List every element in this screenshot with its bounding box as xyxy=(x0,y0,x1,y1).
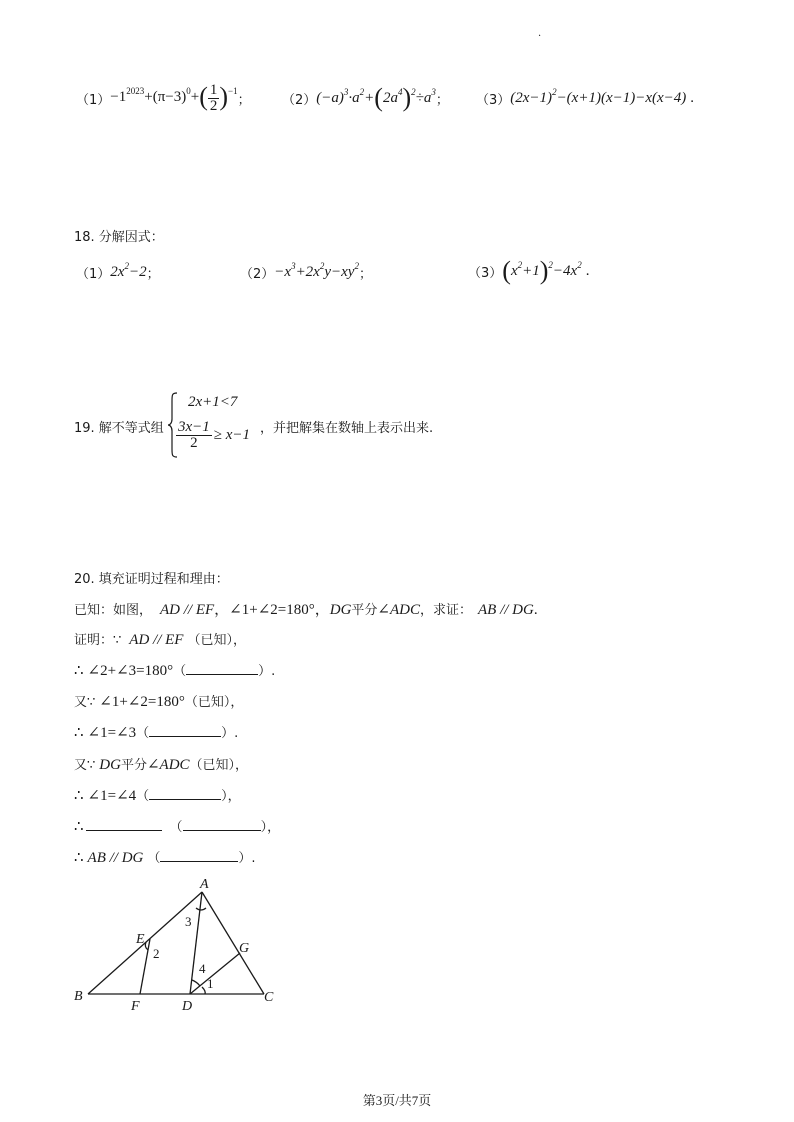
q19-prefix: 19. 解不等式组 xyxy=(74,421,164,436)
q18-part3: （3） $(x^2+1)^2-4x^2$ . xyxy=(468,256,590,285)
segment-ef xyxy=(140,939,150,994)
top-mark: . xyxy=(538,28,542,39)
label-angle-4: 4 xyxy=(199,961,206,976)
proof-line-5: 又∵ DG 平分 ∠ADC （已知）， xyxy=(74,757,249,773)
proof-blank-5[interactable] xyxy=(183,818,261,831)
label-a: A xyxy=(200,877,209,892)
label-c: C xyxy=(264,990,274,1005)
q18-part2: （2） $-x^3+2x^2y-xy^2$ ； xyxy=(240,260,372,282)
q18-part1: （1） $2x^2-2$ ； xyxy=(76,260,160,282)
proof-blank-4[interactable] xyxy=(86,818,162,831)
segment-ad xyxy=(190,892,202,994)
angle-1-arc xyxy=(202,987,205,994)
proof-blank-1[interactable] xyxy=(186,662,258,675)
label-f: F xyxy=(131,999,140,1014)
q19-inequality-1: 2x+1<7 xyxy=(188,394,238,410)
proof-line-3: 又∵ ∠1+∠2=180° （已知）， xyxy=(74,694,244,710)
label-b: B xyxy=(74,989,83,1004)
proof-blank-3[interactable] xyxy=(149,787,221,800)
label-angle-3: 3 xyxy=(185,914,192,929)
proof-line-7: ∴ （ ）， xyxy=(74,819,281,835)
proof-blank-6[interactable] xyxy=(160,849,238,862)
proof-line-8: ∴ AB // DG （ ）. xyxy=(74,850,256,866)
q20-given: 已知：如图， AD // EF ，∠1+∠2=180°， DG 平分 ∠ADC ，求证： AB // DG . xyxy=(74,602,538,618)
q17-p3-expr: $(2x-1)^2-(x+1)(x-1)-x(x-4)$ xyxy=(510,86,687,106)
proof-line-2: ∴ ∠2+∠3=180° （ ）. xyxy=(74,663,276,679)
q17-p2-expr: $(-a)^3\cdot a^2+(2a^4)^2\div a^3$ xyxy=(316,83,436,112)
q17-p1-expr: $-1^{2023}+(\pi-3)^0+$( $\frac{1}{2}$ )$^{-1}$ xyxy=(110,81,238,114)
label-angle-2: 2 xyxy=(153,946,160,961)
q20-title: 20. 填充证明过程和理由： xyxy=(74,572,229,587)
proof-line-1: 证明：∵ AD // EF （已知）， xyxy=(74,632,246,648)
proof-line-4: ∴ ∠1=∠3 （ ）. xyxy=(74,725,239,741)
label-g: G xyxy=(239,941,250,956)
triangle-figure xyxy=(60,870,300,1020)
label-d: D xyxy=(182,999,193,1014)
label-angle-1: 1 xyxy=(207,976,214,991)
segment-dg xyxy=(190,953,240,994)
angle-4-arc xyxy=(192,980,200,986)
proof-blank-2[interactable] xyxy=(149,724,221,737)
q17-part1: （1） $-1^{2023}+(\pi-3)^0+$( $\frac{1}{2}$ )$^{-1}$ ； xyxy=(76,81,251,114)
q17-part3: （3） $(2x-1)^2-(x+1)(x-1)-x(x-4)$ . xyxy=(476,86,695,108)
q18-title: 18. 分解因式： xyxy=(74,230,164,245)
proof-line-6: ∴ ∠1=∠4 （ ）， xyxy=(74,788,241,804)
q19-suffix: ，并把解集在数轴上表示出来. xyxy=(260,421,434,436)
q17-part2: （2） $(-a)^3\cdot a^2+(2a^4)^2\div a^3$ ； xyxy=(282,83,449,112)
angle-3-arc xyxy=(196,908,206,910)
q19-inequality-2: $\frac{3x-1}{2}$ ≥ x−1 xyxy=(178,419,251,451)
label-e: E xyxy=(136,932,145,947)
page-footer: 第3页/共7页 xyxy=(362,1093,432,1108)
